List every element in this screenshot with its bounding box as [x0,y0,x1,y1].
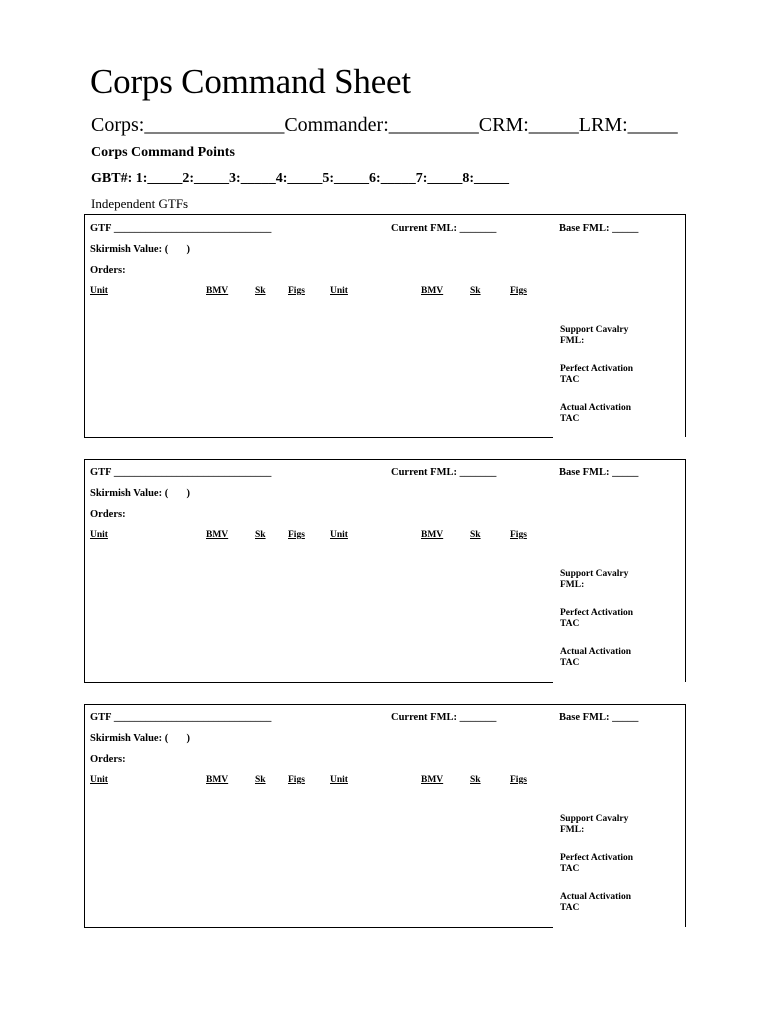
col-header-sk: Sk [255,530,266,540]
orders-label: Orders: [90,509,126,520]
col-header-bmv: BMV [206,530,229,540]
col-header-unit: Unit [330,775,348,785]
col-header-bmv: BMV [421,286,444,296]
current-fml-field: Current FML: _______ [391,223,497,234]
skirmish-value-field: Skirmish Value: ( ) [90,244,191,255]
col-header-figs: Figs [288,775,305,785]
col-header-figs: Figs [510,286,527,296]
actual-activation-tac-label: Actual Activation TAC [560,892,631,913]
gtf-block-bottom-line [84,682,553,683]
col-header-sk: Sk [255,286,266,296]
current-fml-field: Current FML: _______ [391,467,497,478]
col-header-unit: Unit [90,775,108,785]
col-header-figs: Figs [510,775,527,785]
col-header-sk: Sk [470,530,481,540]
perfect-activation-tac-label: Perfect Activation TAC [560,853,634,874]
col-header-figs: Figs [510,530,527,540]
gtf-block-bottom-line [84,927,553,928]
col-header-unit: Unit [90,530,108,540]
gtf-block [84,704,686,928]
gtf-name-field: GTF ______________________________ [90,467,272,478]
gtf-block [84,214,686,438]
col-header-unit: Unit [330,286,348,296]
support-cavalry-fml-label: Support Cavalry FML: [560,569,629,590]
orders-label: Orders: [90,265,126,276]
col-header-bmv: BMV [421,530,444,540]
page-title: Corps Command Sheet [90,62,411,101]
base-fml-field: Base FML: _____ [559,467,639,478]
perfect-activation-tac-label: Perfect Activation TAC [560,364,634,385]
perfect-activation-tac-label: Perfect Activation TAC [560,608,634,629]
col-header-sk: Sk [470,775,481,785]
col-header-bmv: BMV [206,286,229,296]
support-cavalry-fml-label: Support Cavalry FML: [560,814,629,835]
actual-activation-tac-label: Actual Activation TAC [560,403,631,424]
command-points-label: Corps Command Points [91,145,235,160]
col-header-bmv: BMV [421,775,444,785]
support-cavalry-fml-label: Support Cavalry FML: [560,325,629,346]
skirmish-value-field: Skirmish Value: ( ) [90,488,191,499]
col-header-sk: Sk [470,286,481,296]
col-header-bmv: BMV [206,775,229,785]
corps-header-line: Corps:______________Commander:_________CRM:_____LRM:_____ [91,114,678,136]
independent-gtfs-label: Independent GTFs [91,196,189,211]
col-header-unit: Unit [330,530,348,540]
gtf-block [84,459,686,683]
col-header-figs: Figs [288,530,305,540]
orders-label: Orders: [90,754,126,765]
gbt-line: GBT#: 1:_____2:_____3:_____4:_____5:_____6:_____7:_____8:_____ [91,171,510,186]
actual-activation-tac-label: Actual Activation TAC [560,647,631,668]
gtf-block-bottom-line [84,437,553,438]
gtf-name-field: GTF ______________________________ [90,223,272,234]
col-header-sk: Sk [255,775,266,785]
gtf-name-field: GTF ______________________________ [90,712,272,723]
base-fml-field: Base FML: _____ [559,223,639,234]
col-header-unit: Unit [90,286,108,296]
skirmish-value-field: Skirmish Value: ( ) [90,733,191,744]
current-fml-field: Current FML: _______ [391,712,497,723]
base-fml-field: Base FML: _____ [559,712,639,723]
col-header-figs: Figs [288,286,305,296]
